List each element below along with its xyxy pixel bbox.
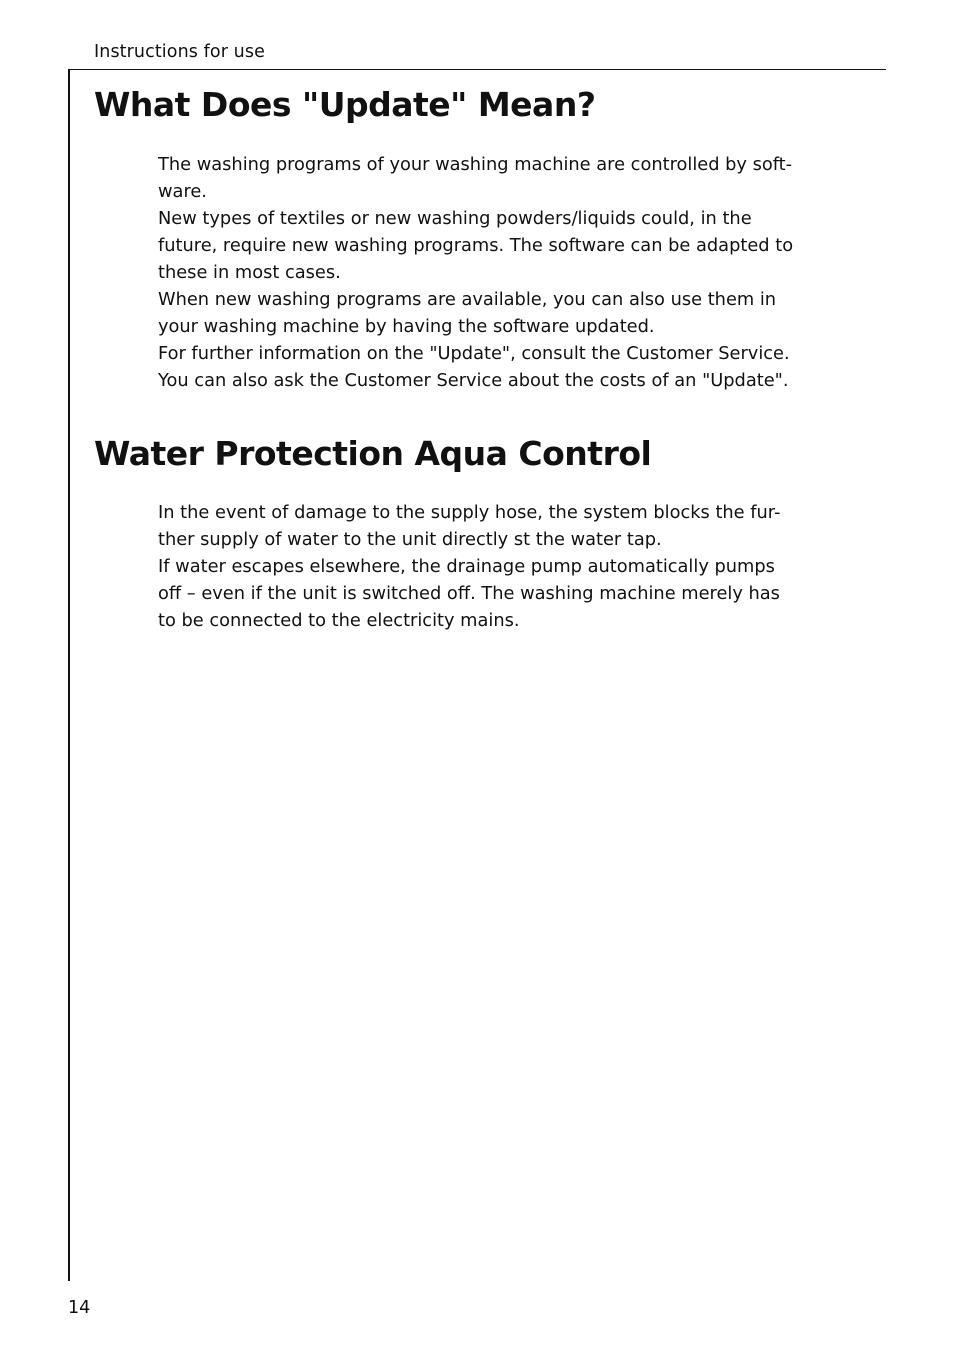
body-line: off – even if the unit is switched off. The washing machine merely has [158, 583, 780, 604]
header-rule [68, 69, 886, 70]
body-line: When new washing programs are available, you can also use them in [158, 289, 777, 310]
body-line: your washing machine by having the software updated. [158, 316, 655, 337]
page-number: 14 [68, 1298, 91, 1318]
section-body-aqua-control [158, 499, 878, 634]
body-line: future, require new washing programs. The software can be adapted to [158, 235, 794, 256]
margin-rule [68, 69, 70, 1281]
body-line: You can also ask the Customer Service about the costs of an "Update". [158, 370, 789, 391]
body-line: ware. [158, 181, 207, 202]
running-header: Instructions for use [94, 42, 265, 62]
body-line: If water escapes elsewhere, the drainage pump automatically pumps [158, 556, 775, 577]
body-line: New types of textiles or new washing powders/liquids could, in the [158, 208, 752, 229]
body-line: The washing programs of your washing machine are controlled by soft- [158, 154, 793, 175]
body-line: to be connected to the electricity mains. [158, 610, 520, 631]
body-line: ther supply of water to the unit directly st the water tap. [158, 529, 662, 550]
body-line: these in most cases. [158, 262, 341, 283]
body-line: In the event of damage to the supply hose, the system blocks the fur- [158, 502, 781, 523]
section-heading-update: What Does "Update" Mean? [94, 85, 596, 124]
body-line: For further information on the "Update", consult the Customer Service. [158, 343, 790, 364]
section-body-update [158, 151, 878, 394]
section-heading-aqua-control: Water Protection Aqua Control [94, 434, 652, 473]
